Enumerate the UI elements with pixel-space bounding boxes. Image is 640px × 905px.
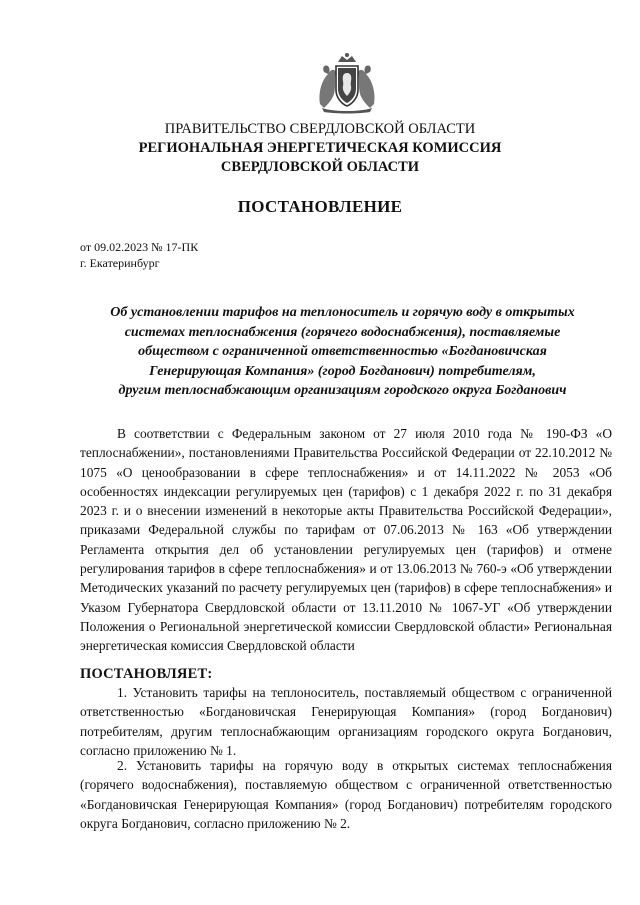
decree-item-2 [80, 756, 612, 833]
decree-item-1-text: 1. Установить тарифы на теплоноситель, поставляемый обществом с ограниченной ответственностью «Богдановичская Генерирующая Компания» (город Богданович) потребителям, другим теплоснабжающим организациям городского округа Богданович, согласно приложению № 1. [80, 685, 612, 758]
document-date-number: от 09.02.2023 № 17-ПК [80, 240, 199, 254]
subject-line: системах теплоснабжения (горячего водоснабжения), поставляемые [124, 324, 561, 340]
government-name: ПРАВИТЕЛЬСТВО СВЕРДЛОВСКОЙ ОБЛАСТИ [164, 121, 476, 137]
decree-word: ПОСТАНОВЛЯЕТ: [80, 666, 213, 682]
coat-of-arms-icon [314, 52, 380, 114]
decree-item-1 [80, 683, 612, 760]
subject-line: обществом с ограниченной ответственностью «Богдановичская [138, 344, 547, 359]
legal-basis-text: В соответствии с Федеральным законом от 27 июля 2010 года № 190-ФЗ «О теплоснабжении», постановлениями Правительства Российской Федерации от 22.10.2012 № 1075 «О ценообразовании в сфере теплоснабжения» и от 14.11.2022 № 2053 «Об особенностях индексации регулируемых цен (тарифов) с 1 декабря 2022 г. по 31 декабря 2023 г. и о внесении изменений в некоторые акты Правительства Российской Федерации», приказами Федеральной службы по тарифам от 07.06.2013 № 163 «Об утверждении Регламента открытия дел об установлении регулируемых цен (тарифов) и отмене регулирования тарифов в сфере теплоснабжения» и от 13.06.2013 № 760-э «Об утверждении Методических указаний по расчету регулируемых цен (тарифов) в сфере теплоснабжения» и Указом Губернатора Свердловской области от 13.11.2010 № 1067-УГ «Об утверждении Положения о Региональной энергетической комиссии Свердловской области» Региональная энергетическая комиссия Свердловской области [80, 426, 612, 654]
document-subject [60, 303, 625, 401]
subject-line: Генерирующая Компания» (город Богданович) потребителям, [149, 363, 536, 379]
document-city: г. Екатеринбург [80, 256, 160, 270]
commission-name-line1: РЕГИОНАЛЬНАЯ ЭНЕРГЕТИЧЕСКАЯ КОМИССИЯ [138, 140, 502, 156]
commission-name-line2: СВЕРДЛОВСКОЙ ОБЛАСТИ [220, 159, 420, 175]
subject-line: другим теплоснабжающим организациям городского округа Богданович [118, 383, 567, 398]
legal-basis-paragraph [80, 424, 612, 656]
subject-line: Об установлении тарифов на теплоноситель и горячую воду в открытых [110, 305, 575, 320]
document-type: ПОСТАНОВЛЕНИЕ [237, 197, 403, 216]
decree-item-2-text: 2. Установить тарифы на горячую воду в открытых системах теплоснабжения (горячего водоснабжения), поставляемую обществом с ограниченной ответственностью «Богдановичская Генерирующая Компания» (город Богданович) потребителям городского округа Богданович, согласно приложению № 2. [80, 758, 612, 831]
